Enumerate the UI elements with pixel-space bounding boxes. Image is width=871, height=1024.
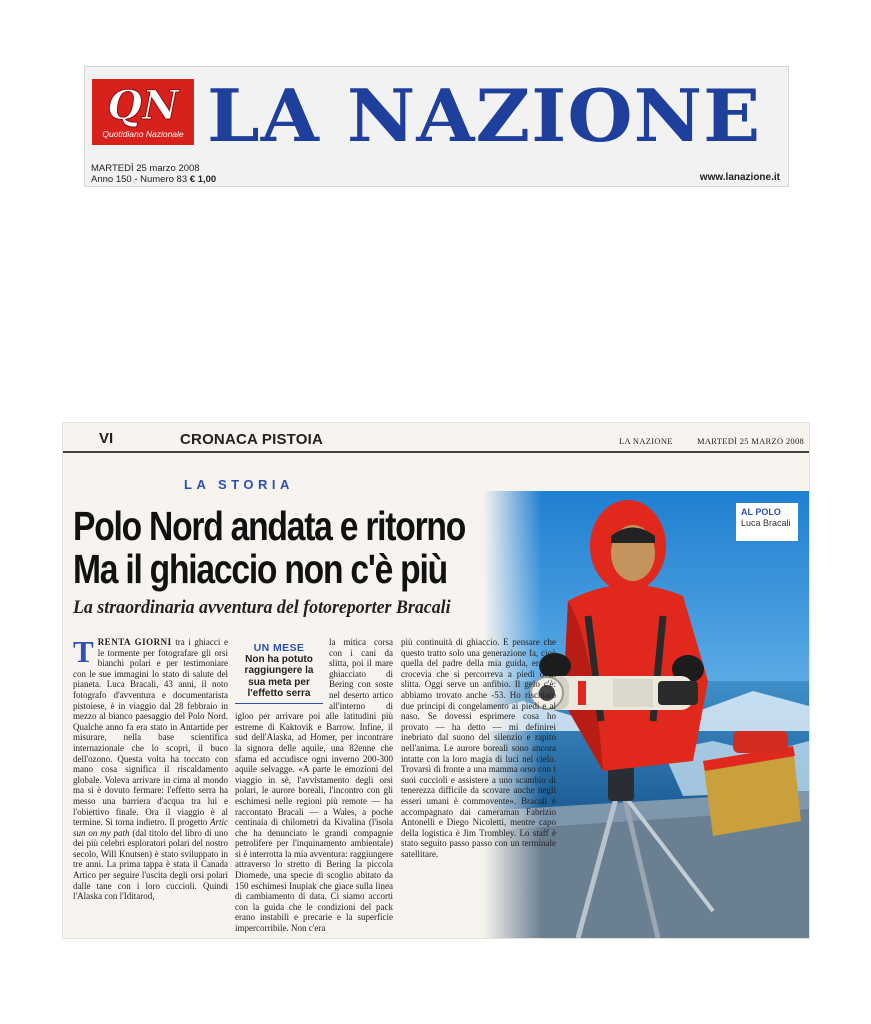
pull-quote-box <box>235 641 323 704</box>
paper-name: LA NAZIONE <box>207 73 762 158</box>
section-paper-name: LA NAZIONE <box>619 436 673 446</box>
qn-logo <box>92 79 194 145</box>
column-1-text-a: tra i ghiacci e le tormente per fotografare gli orsi bianchi polari e per testimoniare con le sue immagini lo stato di salute del pianeta. Luca Bracali, 43 anni, il noto fotografo d'avventura e documentarista pistoiese, è in viaggio dal 28 febbraio in mezzo al bianco paesaggio del Polo Nord. Qualche anno fa era stato in Antartide per misurare, nella base scientifica internazionale che lo scoprì, il buco dell'ozono. Questa volta ha toccato con mano cosa significa il riscaldamento globale. Voleva arrivare in cima al mondo ma si è dovuto fermare: l'effetto serra ha messo una barriera d'acqua tra lui e l'obiettivo finale. Ora il viaggio è al termine. Si torna indietro. Il progetto <box>73 637 228 828</box>
article-column-2 <box>235 637 393 932</box>
photo-caption-label: AL POLO <box>741 507 781 517</box>
book-title: Artic sun on my path <box>73 817 228 838</box>
masthead-issue <box>91 174 216 185</box>
logo-text: QN <box>107 82 179 129</box>
column-2-text: la mitica corsa con i cani da slitta, poi il mare ghiacciato di Bering con soste nel deserto artico all'interno di igloo per arrivare poi alle latitudini più estreme di Kaktovik e Barrow. Infine, il sud dell'Alaska, ad Homer, per incontrare la signora delle aquile, una 82enne che sfama ed accudisce ogni inverno 200-300 aquile selvagge. «A parte le emozioni del viaggio in sè, l'avvistamento degli orsi polari, le aurore boreali, l'incontro con gli eschimesi nelle regioni più remote — ha raccontato Bracali — a Wales, a poche centinaia di chilometri da Kivalina (l'isola che ha denunciato le grandi compagnie petrolifere per l'inquinamento ambientale) si è interrotta la mia avventura: raggiungere attraverso lo stretto di Bering la piccola Diomede, una specie di scoglio abitato da 150 eschimesi Inupiak che giace sulla linea di cambiamento di data. Ci siamo accorti con la guida che le condizioni del pack erano instabili e precarie e la superficie impercorribile. Non c'era <box>235 637 393 934</box>
headline-line-1: Polo Nord andata e ritorno <box>73 503 466 549</box>
article-column-3 <box>401 637 556 932</box>
lead-caps: RENTA GIORNI <box>97 637 172 647</box>
section-title: CRONACA PISTOIA <box>180 431 324 448</box>
website-url: www.lanazione.it <box>699 172 780 183</box>
pull-quote-text: Non ha potuto raggiungere la sua meta per l'effetto serra <box>235 654 323 704</box>
drop-cap: T <box>73 634 94 669</box>
page-number: VI <box>99 430 114 447</box>
masthead <box>84 66 789 187</box>
pull-quote-title: UN MESE <box>253 642 305 654</box>
issue-number: Anno 150 - Numero 83 <box>91 174 188 185</box>
article-clipping <box>63 423 809 938</box>
article-column-1 <box>73 634 228 932</box>
masthead-date: MARTEDÌ 25 marzo 2008 <box>91 163 200 174</box>
column-3-text: più continuità di ghiaccio. E pensare che questo tratto solo una generazione fa, cioè quella del padre della mia guida, era un crocevia che si percorreva a piedi o in slitta. Oggi serve un anfibio. Il gelo c'è: abbiamo trovato anche -53. Ho rischiato due principi di congelamento ai piedi e al naso. Se dovessi esprimere cosa ho provato — ha detto — mi definirei inebriato dal suono del silenzio e rapito nell'anima. Le aurore boreali sono ancora intatte con la loro magia di luci nel cielo. Trovarsi di fronte a una mamma orso con i suoi cuccioli e assistere a uno scambio di tenerezza difficile da scovare anche negli esseri umani è commovente». Bracali è accompagnato dai cameraman Fabrizio Antonelli e Diego Nicoletti, mentre capo della logistica è Jim Trombley. Lo staff è stato seguito passo passo con un terminale satellitare. <box>401 637 556 859</box>
headline-line-2: Ma il ghiaccio non c'è più <box>73 546 447 592</box>
section-date: MARTEDÌ 25 MARZO 2008 <box>697 436 805 446</box>
column-1-text-b: (dal titolo del libro di uno dei più celebri esploratori polari del nostro secolo, Will Knutsen) è stato sviluppato in tre anni. La prima tappa è stata il Canada Artico per seguire l'uscita degli orsi polari dalle tane con i loro cuccioli. Quindi l'Alaska con l'Iditarod, <box>73 827 228 902</box>
article-subtitle: La straordinaria avventura del fotoreporter Bracali <box>73 597 451 618</box>
photo-caption <box>736 503 798 541</box>
logo-subtitle: Quotidiano Nazionale <box>102 129 184 139</box>
price: € 1,00 <box>189 174 217 185</box>
photo-caption-name: Luca Bracali <box>741 518 791 528</box>
article-kicker: LA STORIA <box>184 477 294 492</box>
section-header <box>63 423 809 453</box>
